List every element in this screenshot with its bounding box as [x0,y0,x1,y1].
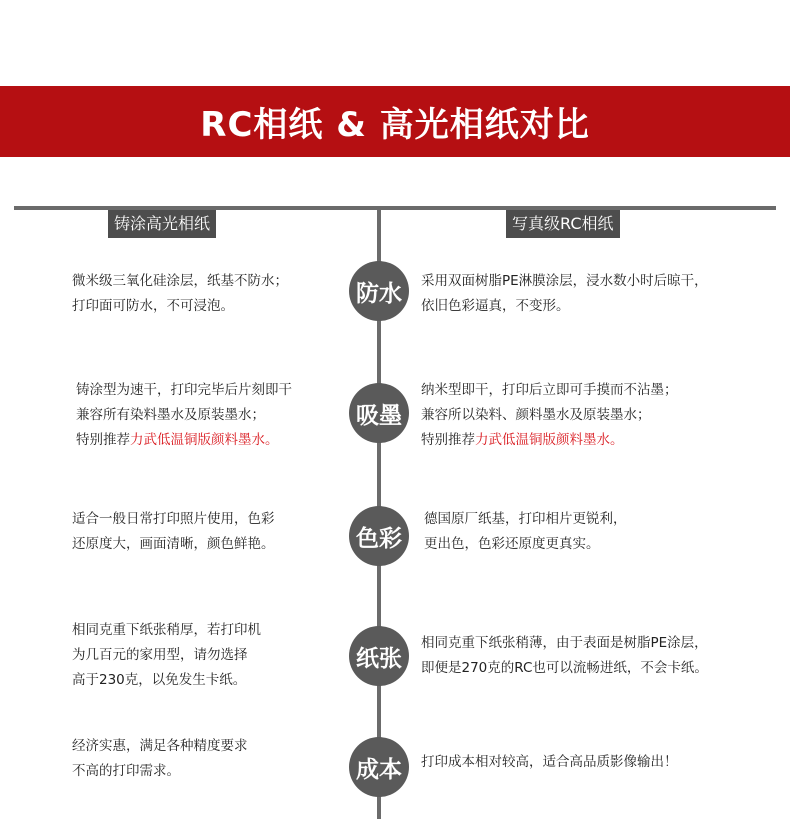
text-line: 德国原厂纸基，打印相片更锐利， [424,511,627,527]
badge-cost: 成本 [349,737,409,797]
row-ink-right [421,378,678,453]
text-line: 为几百元的家用型，请勿选择 [72,647,248,663]
text-line [76,428,292,453]
badge-paper: 纸张 [349,626,409,686]
badge-color: 色彩 [349,506,409,566]
text-line [421,428,678,453]
text-line: 即便是270克的RC也可以流畅进纸，不会卡纸。 [421,660,708,676]
row-paper-right [421,631,708,681]
recommended-ink-highlight: 力武低温铜版颜料墨水。 [130,432,279,448]
row-cost-right [421,750,678,775]
text-line: 纳米型即干，打印后立即可手摸而不沾墨； [421,382,678,398]
row-cost-left [72,734,248,784]
text-line: 更出色，色彩还原度更真实。 [424,536,600,552]
row-color-left [72,507,275,557]
text-line: 铸涂型为速干，打印完毕后片刻即干 [76,382,292,398]
row-paper-left [72,618,261,693]
text-line: 不高的打印需求。 [72,763,180,779]
text-line: 相同克重下纸张稍薄，由于表面是树脂PE涂层， [421,635,708,651]
text-line: 适合一般日常打印照片使用，色彩 [72,511,275,527]
row-ink-left [76,378,292,453]
badge-waterproof: 防水 [349,261,409,321]
right-column-label: 写真级RC相纸 [506,210,620,238]
row-waterproof-left [72,269,288,319]
text-line: 经济实惠，满足各种精度要求 [72,738,248,754]
recommend-prefix: 特别推荐 [76,432,130,448]
badge-ink-absorption: 吸墨 [349,383,409,443]
text-line: 打印成本相对较高，适合高品质影像输出！ [421,754,678,770]
text-line: 微米级三氧化硅涂层，纸基不防水； [72,273,288,289]
page-title: RC相纸 & 高光相纸对比 [200,105,590,145]
left-column-label: 铸涂高光相纸 [108,210,216,238]
text-line: 兼容所以染料、颜料墨水及原装墨水； [421,407,651,423]
text-line: 采用双面树脂PE淋膜涂层，浸水数小时后晾干， [421,273,708,289]
recommended-ink-highlight: 力武低温铜版颜料墨水。 [475,432,624,448]
row-color-right [424,507,627,557]
text-line: 打印面可防水，不可浸泡。 [72,298,234,314]
text-line: 高于230克，以免发生卡纸。 [72,672,247,688]
recommend-prefix: 特别推荐 [421,432,475,448]
text-line: 兼容所有染料墨水及原装墨水； [76,407,265,423]
text-line: 依旧色彩逼真，不变形。 [421,298,570,314]
text-line: 还原度大，画面清晰，颜色鲜艳。 [72,536,275,552]
title-banner [0,86,790,157]
row-waterproof-right [421,269,708,319]
text-line: 相同克重下纸张稍厚，若打印机 [72,622,261,638]
